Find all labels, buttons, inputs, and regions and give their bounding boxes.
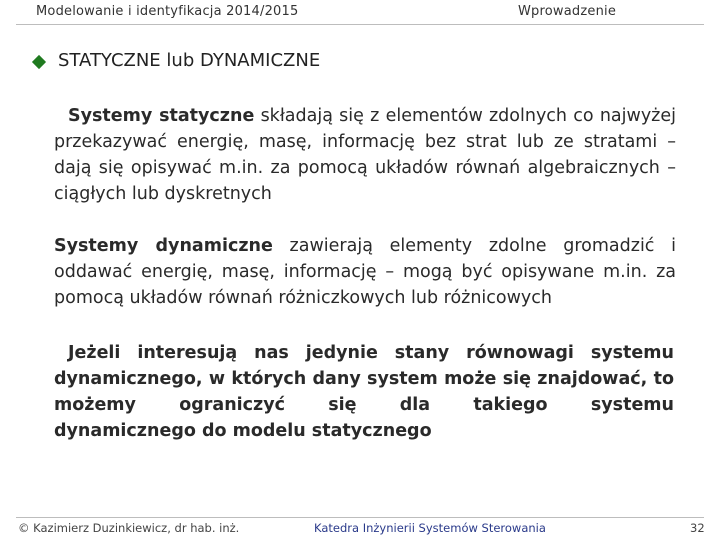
term-static-systems: Systemy statyczne	[68, 106, 255, 126]
header-section-title: Wprowadzenie	[518, 4, 617, 19]
header-divider	[16, 24, 704, 25]
paragraph-static-systems	[54, 103, 676, 207]
footer-author: © Kazimierz Duzinkiewicz, dr hab. inż.	[18, 521, 240, 535]
footer-department: Katedra Inżynierii Systemów Sterowania	[314, 521, 546, 535]
bullet-heading-text: STATYCZNE lub DYNAMICZNE	[58, 50, 321, 71]
paragraph-static-body: składają się z elementów zdolnych co najwyżej przekazywać energię, masę, informację bez strat lub ze stratami – dają się opisywać m.in. za pomocą układów równań algebraicznych – ciągłych lub dyskretnych	[54, 106, 676, 204]
paragraph-equilibrium-note	[54, 340, 674, 444]
term-dynamic-systems: Systemy dynamiczne	[54, 236, 273, 256]
page-number: 32	[690, 521, 705, 535]
diamond-bullet-icon	[32, 55, 46, 69]
paragraph-dynamic-systems	[54, 233, 676, 311]
paragraph-note-body: Jeżeli interesują nas jedynie stany równowagi systemu dynamicznego, w których dany system może się znajdować, to możemy ograniczyć się dla takiego systemu	[54, 343, 674, 415]
header-course-title: Modelowanie i identyfikacja 2014/2015	[36, 4, 299, 19]
paragraph-dynamic-body: zawierają elementy zdolne gromadzić i oddawać energię, masę, informację – mogą być opisywane m.in. za pomocą układów równań różniczkowych lub różnicowych	[54, 236, 676, 308]
paragraph-note-last-line: dynamicznego do modelu statycznego	[54, 421, 432, 441]
footer-divider	[16, 517, 704, 518]
